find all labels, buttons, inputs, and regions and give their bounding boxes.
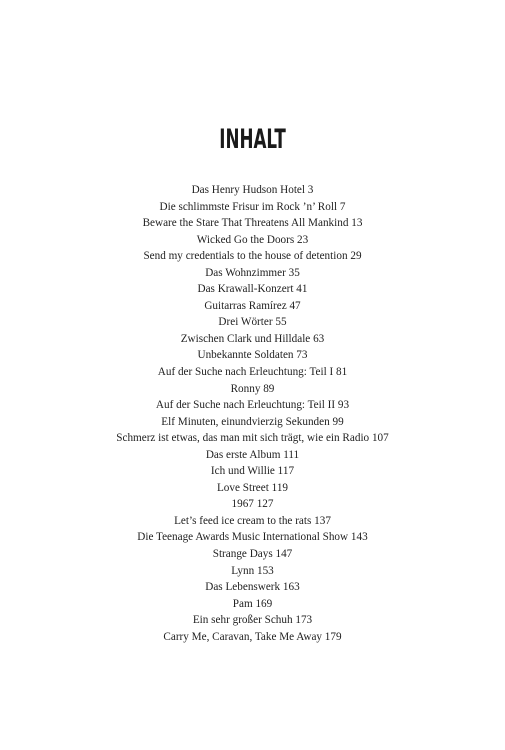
toc-entry: Die schlimmste Frisur im Rock ’n’ Roll 7 <box>159 200 346 213</box>
toc-entry: Zwischen Clark und Hilldale 63 <box>180 332 325 345</box>
toc-entry: Guitarras Ramírez 47 <box>204 299 301 312</box>
toc-entry: Beware the Stare That Threatens All Mankind 13 <box>142 217 363 230</box>
page-title: INHALT <box>219 124 286 155</box>
toc-entry: Carry Me, Caravan, Take Me Away 179 <box>163 630 342 643</box>
toc-entry: Let’s feed ice cream to the rats 137 <box>174 514 331 527</box>
toc-entry: Send my credentials to the house of detention 29 <box>143 250 362 263</box>
toc-entry: Wicked Go the Doors 23 <box>196 233 309 246</box>
toc-entry: Schmerz ist etwas, das man mit sich trägt, wie ein Radio 107 <box>116 432 389 445</box>
toc-entry: Auf der Suche nach Erleuchtung: Teil II 93 <box>155 399 350 412</box>
toc-entry: Elf Minuten, einundvierzig Sekunden 99 <box>161 415 344 428</box>
toc-entry: 1967 127 <box>231 498 274 511</box>
toc-entry: Das Krawall-Konzert 41 <box>197 283 308 296</box>
toc-entry: Das Lebenswerk 163 <box>205 581 300 594</box>
toc-entry: Auf der Suche nach Erleuchtung: Teil I 81 <box>157 366 348 379</box>
toc-entry: Pam 169 <box>232 597 273 610</box>
toc-entry: Das Wohnzimmer 35 <box>205 266 300 279</box>
toc-entry: Ein sehr großer Schuh 173 <box>192 614 313 627</box>
toc-entry: Drei Wörter 55 <box>218 316 287 329</box>
toc-entry: Das erste Album 111 <box>205 448 300 461</box>
table-of-contents <box>0 182 505 645</box>
toc-entry: Strange Days 147 <box>212 548 293 561</box>
toc-entry: Ich und Willie 117 <box>210 465 295 478</box>
toc-entry: Lynn 153 <box>231 564 274 577</box>
toc-entry: Das Henry Hudson Hotel 3 <box>191 184 314 196</box>
toc-entry: Love Street 119 <box>216 481 289 494</box>
toc-entry: Unbekannte Soldaten 73 <box>197 349 308 362</box>
toc-entry: Ronny 89 <box>230 382 275 395</box>
toc-entry: Die Teenage Awards Music International Show 143 <box>137 531 368 544</box>
